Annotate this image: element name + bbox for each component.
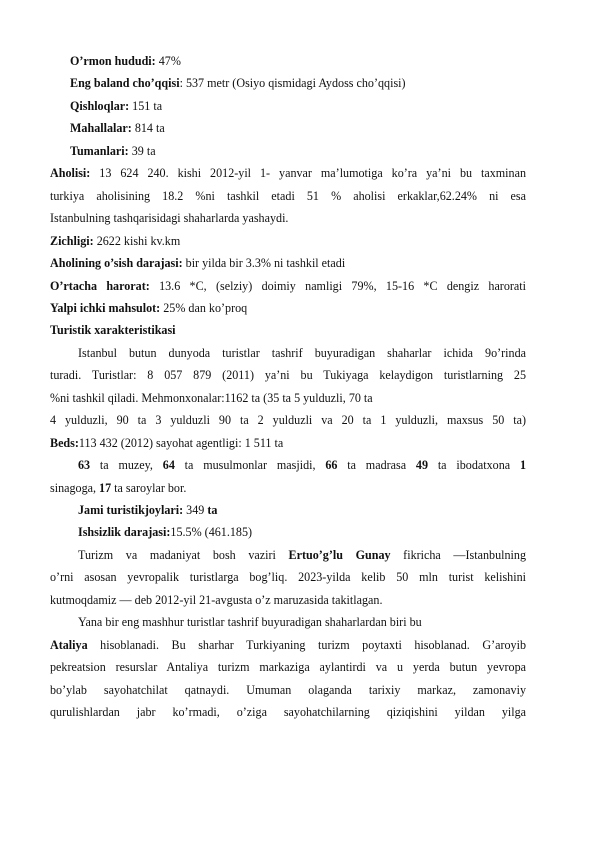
- unemployment-value: 15.5% (461.185): [170, 525, 253, 540]
- temperature-value: 13.6 *C, (selziy) doimiy namligi 79%, 15-16 *C dengiz harorati: [149, 278, 526, 293]
- density-line: [50, 230, 526, 252]
- body-text: bo’ylab sayohatchilat qatnaydi. Umuman olaganda tarixiy markaz, zamonaviy: [50, 682, 526, 697]
- palace-count: 17: [99, 480, 112, 495]
- gdp-line: [50, 297, 526, 319]
- total-sites-label: Jami turistikjoylari:: [78, 502, 184, 517]
- highest-peak-value: : 537 metr (Osiyo qismidagi Aydoss cho’qqisi): [179, 76, 406, 91]
- forest-area-line: [50, 50, 526, 72]
- attractions-line: [50, 454, 526, 476]
- beds-line: [50, 432, 526, 454]
- paragraph-line: [50, 589, 526, 611]
- gdp-value: 25% dan ko’proq: [160, 300, 248, 315]
- villages-label: Qishloqlar:: [70, 98, 130, 113]
- forest-area-value: 47%: [155, 54, 181, 68]
- paragraph-line: [50, 634, 526, 656]
- paragraph-line: [50, 342, 526, 364]
- paragraph-line: [50, 611, 526, 633]
- mosque-count: 64: [162, 458, 175, 473]
- tourism-heading: Turistik xarakteristikasi: [50, 323, 176, 338]
- body-text: Turizm va madaniyat bosh vaziri: [78, 547, 289, 562]
- total-sites-unit: ta: [207, 502, 218, 517]
- section-heading: [50, 319, 526, 341]
- districts-value: 39 ta: [128, 143, 156, 158]
- city-name: Ataliya: [50, 637, 88, 652]
- body-text: %ni tashkil qiladi. Mehmonxonalar:1162 ta (35 ta 5 yulduzli, 70 ta: [50, 390, 373, 405]
- body-text: turkiya aholisining 18.2 %ni tashkil etadi 51 % aholisi erkaklar,62.24% ni esa: [50, 188, 526, 203]
- madrasa-count: 66: [325, 458, 338, 473]
- population-label: Aholisi:: [50, 166, 91, 181]
- body-text: Istanbulning tashqarisidagi shaharlarda yashaydi.: [50, 211, 289, 226]
- growth-line: [50, 252, 526, 274]
- paragraph-line: [50, 409, 526, 431]
- growth-value: bir yilda bir 3.3% ni tashkil etadi: [182, 256, 346, 271]
- body-text: turadi. Turistlar: 8 057 879 (2011) ya’ni bu Tukiyaga kelaydigon turistlarning 25: [50, 368, 526, 383]
- paragraph-line: [50, 566, 526, 588]
- body-text: fikricha —Istanbulning: [390, 547, 526, 562]
- highest-peak-label: Eng baland cho’qqisi: [70, 76, 180, 91]
- gdp-label: Yalpi ichki mahsulot:: [50, 300, 161, 315]
- villages-line: [50, 95, 526, 117]
- body-text: o’rni asosan yevropalik turistlarga bog’liq. 2023-yilda kelib 50 mln turist kelishini: [50, 570, 526, 585]
- body-text: qurulishlardan jabr ko’rmadi, o’ziga sayohatchilarning qiziqishini yildan yilga: [50, 704, 526, 719]
- density-value: 2622 kishi kv.km: [93, 233, 181, 248]
- attractions-line-2: [50, 477, 526, 499]
- body-text: ta muzey,: [90, 458, 163, 473]
- paragraph-line: [50, 679, 526, 701]
- unemployment-label: Ishsizlik darajasi:: [78, 525, 171, 540]
- body-text: ta saroylar bor.: [111, 480, 187, 495]
- synagogue-count: 1: [519, 458, 526, 473]
- population-line: [50, 162, 526, 184]
- neighborhoods-value: 814 ta: [131, 121, 165, 136]
- paragraph-line: [50, 701, 526, 723]
- paragraph-line: [50, 544, 526, 566]
- density-label: Zichligi:: [50, 233, 94, 248]
- forest-area-label: O’rmon hududi:: [70, 54, 156, 68]
- body-text: Yana bir eng mashhur turistlar tashrif buyuradigan shaharlardan biri bu: [78, 615, 422, 630]
- population-line-3: [50, 207, 526, 229]
- paragraph-line: [50, 387, 526, 409]
- document-page: [50, 50, 526, 723]
- paragraph-line: [50, 656, 526, 678]
- beds-label: Beds:: [50, 435, 79, 450]
- temperature-line: [50, 275, 526, 297]
- neighborhoods-line: [50, 117, 526, 139]
- beds-value: 113 432 (2012) sayohat agentligi: 1 511 ta: [78, 435, 284, 450]
- body-text: ta madrasa: [337, 458, 416, 473]
- body-text: pekreatsion resurslar Antaliya turizm markaziga aylantirdi va u yerda butun yevropa: [50, 660, 526, 675]
- body-text: Istanbul butun dunyoda turistlar tashrif buyuradigan shaharlar ichida 9o’rinda: [78, 345, 526, 360]
- body-text: 4 yulduzli, 90 ta 3 yulduzli 90 ta 2 yulduzli va 20 ta 1 yulduzli, maxsus 50 ta): [50, 413, 526, 428]
- population-line-2: [50, 185, 526, 207]
- districts-label: Tumanlari:: [70, 143, 129, 158]
- museum-count: 63: [78, 458, 91, 473]
- body-text: ta musulmonlar masjidi,: [174, 458, 326, 473]
- villages-value: 151 ta: [129, 98, 163, 113]
- total-sites-line: [50, 499, 526, 521]
- paragraph-line: [50, 364, 526, 386]
- body-text: hisoblanadi. Bu sharhar Turkiyaning turizm poytaxti hisoblanad. G’aroyib: [87, 637, 526, 652]
- temperature-label: O’rtacha harorat:: [50, 278, 150, 293]
- body-text: ta ibodatxona: [428, 458, 520, 473]
- growth-label: Aholining o’sish darajasi:: [50, 256, 183, 271]
- neighborhoods-label: Mahallalar:: [70, 121, 132, 136]
- minister-name: Ertuo’g’lu Gunay: [288, 547, 391, 562]
- highest-peak-line: [50, 72, 526, 94]
- body-text: kutmoqdamiz — deb 2012-yil 21-avgusta o’z maruzasida takitlagan.: [50, 592, 383, 607]
- unemployment-line: [50, 521, 526, 543]
- total-sites-value: 349: [183, 502, 208, 517]
- body-text: sinagoga,: [50, 480, 100, 495]
- districts-line: [50, 140, 526, 162]
- temple-count: 49: [415, 458, 428, 473]
- population-value: 13 624 240. kishi 2012-yil 1- yanvar ma’lumotiga ko’ra ya’ni bu taxminan: [90, 166, 526, 181]
